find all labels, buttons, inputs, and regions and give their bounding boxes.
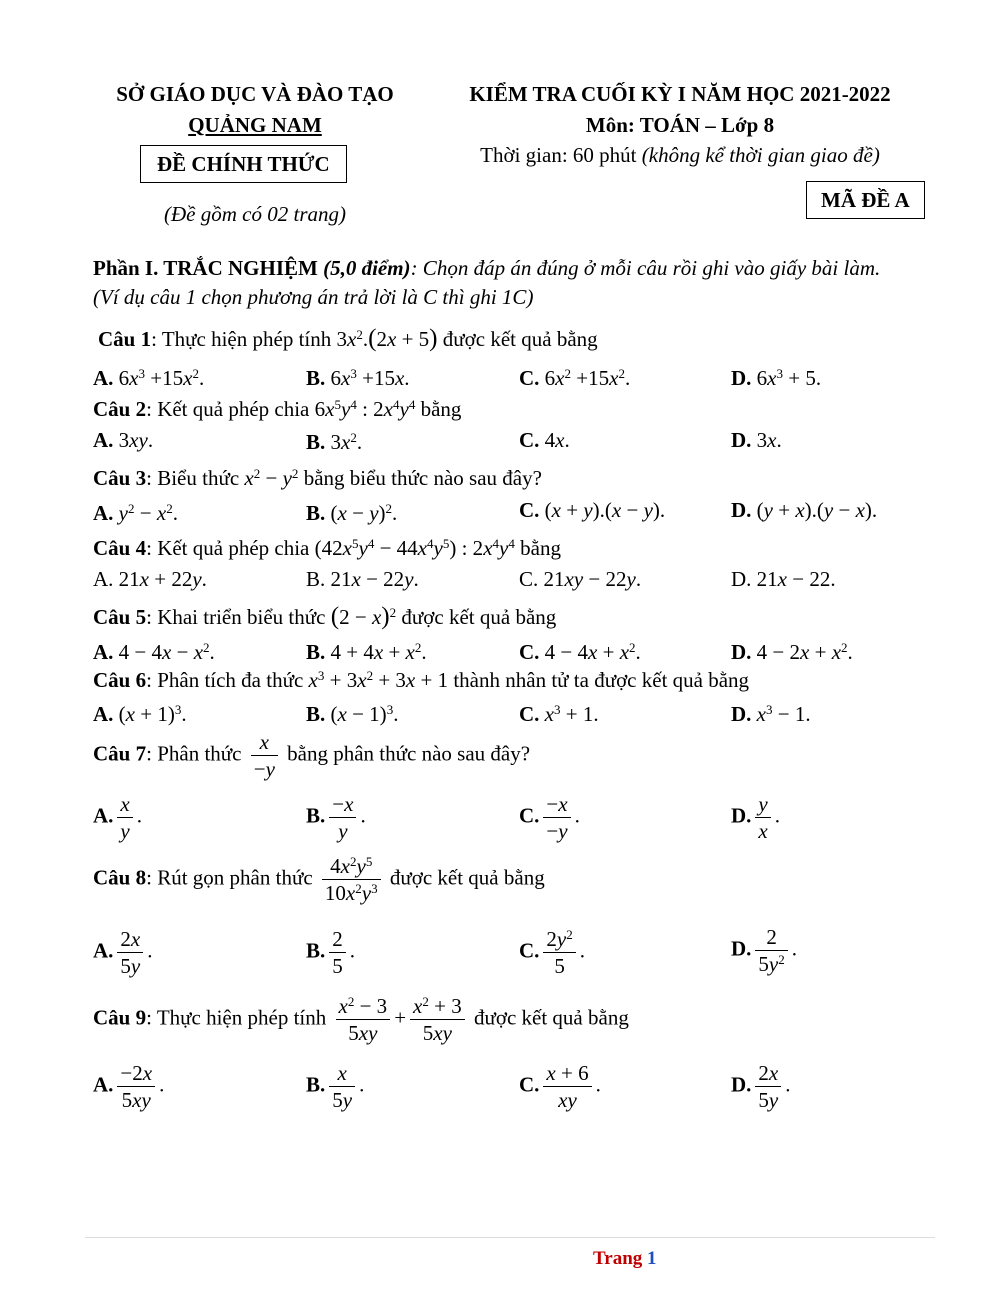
math-expression: $3x^2.(2x + 5)$ [336, 325, 438, 352]
math-expression: $(42x^5y^4 - 44x^4y^5)$ : $2x^4y^4$ [314, 535, 515, 560]
option-1a[interactable]: A. $6x^3 +15x^2$. [93, 365, 205, 390]
fraction: $\frac{4x^2y^5}{10x^2y^3}$ [322, 853, 381, 907]
question-9: Câu 9: Thực hiện phép tính $\frac{x^2 - 3}{5xy}$ + $\frac{x^2 + 3}{5xy}$ được kết quả bằng [93, 993, 629, 1046]
option-6d[interactable]: D. $x^3 - 1$. [731, 701, 811, 726]
question-text: : Rút gọn phân thức [146, 865, 318, 890]
question-label: Câu 4 [93, 536, 147, 560]
option-3a[interactable]: A. $y^2 - x^2$. [93, 500, 178, 525]
question-label: Câu 7 [93, 741, 147, 766]
section-instruction: : Chọn đáp án đúng ở mỗi câu rồi ghi vào giấy bài làm. [410, 256, 881, 280]
option-8d[interactable]: D. $\frac{2}{5y^2}$ . [731, 925, 798, 977]
option-5a[interactable]: A. $4 - 4x - x^2$. [93, 639, 215, 664]
exam-title: KIỂM TRA CUỐI KỲ I NĂM HỌC 2021-2022 [469, 82, 891, 106]
question-text: : Biểu thức [146, 466, 245, 490]
option-9d[interactable]: D. $\frac{2x}{5y}$ . [731, 1061, 791, 1113]
option-9b[interactable]: B. $\frac{x}{5y}$ . [306, 1061, 365, 1113]
option-7d[interactable]: D. $\frac{y}{x}$ . [731, 792, 780, 844]
page-num: 1 [647, 1248, 657, 1269]
section-points: (5,0 điểm) [323, 256, 411, 280]
section-example: (Ví dụ câu 1 chọn phương án trả lời là C thì ghi 1C) [93, 285, 534, 309]
question-label: Câu 1 [98, 327, 152, 351]
pages-note: (Đề gồm có 02 trang) [164, 202, 346, 226]
question-text: : Thực hiện phép tính [146, 1005, 332, 1030]
time-note: (không kể thời gian giao đề) [641, 143, 880, 167]
question-label: Câu 2 [93, 397, 147, 421]
question-text: : Kết quả phép chia [146, 397, 315, 421]
option-2a[interactable]: A. 3xy. [93, 428, 154, 452]
time-plain: Thời gian: 60 phút [480, 143, 642, 167]
question-label: Câu 5 [93, 605, 147, 629]
fraction: $\frac{x^2 - 3}{5xy}$ [336, 993, 391, 1047]
option-4d[interactable]: D. 21x − 22. [731, 567, 836, 591]
option-2d[interactable]: D. 3x. [731, 428, 782, 452]
province-name: QUẢNG NAM [188, 113, 322, 137]
question-5 [93, 603, 556, 631]
question-label: Câu 6 [93, 668, 147, 692]
option-5c[interactable]: C. $4 - 4x + x^2$. [519, 639, 641, 664]
question-text: : Phân tích đa thức [146, 668, 309, 692]
question-label: Câu 8 [93, 865, 147, 890]
section-heading [93, 256, 880, 281]
fraction: $\frac{x}{-y}$ [251, 729, 278, 783]
question-text: được kết quả bằng [468, 1005, 629, 1030]
subject-line: Môn: TOÁN – Lớp 8 [585, 113, 775, 137]
option-6a[interactable]: A. $(x + 1)^3$. [93, 701, 187, 726]
question-1 [98, 325, 598, 353]
question-label: Câu 3 [93, 466, 147, 490]
option-4c[interactable]: C. 21xy − 22y. [519, 567, 642, 591]
option-5b[interactable]: B. $4 + 4x + x^2$. [306, 639, 427, 664]
option-7c[interactable]: C. $\frac{-x}{-y}$ . [519, 792, 580, 844]
question-text: thành nhân tử ta được kết quả bằng [448, 668, 750, 692]
footer-divider [85, 1237, 935, 1238]
question-text: : Kết quả phép chia [146, 536, 315, 560]
official-exam-box: ĐỀ CHÍNH THỨC [140, 145, 347, 183]
section-title: Phần I. TRẮC NGHIỆM [93, 256, 324, 280]
question-text: : Thực hiện phép tính [151, 327, 337, 351]
question-text: được kết quả bằng [396, 605, 557, 629]
question-text: bằng [514, 536, 561, 560]
option-3b[interactable]: B. $(x - y)^2$. [306, 500, 398, 525]
option-4a[interactable]: A. 21x + 22y. [93, 567, 207, 591]
question-text: : Phân thức [146, 741, 247, 766]
question-text: được kết quả bằng [384, 865, 545, 890]
option-8a[interactable]: A. $\frac{2x}{5y}$ . [93, 927, 153, 979]
option-3d[interactable]: D. (y + x).(y − x). [731, 498, 878, 522]
option-3c[interactable]: C. (x + y).(x − y). [519, 498, 666, 522]
option-2b[interactable]: B. $3x^2$. [306, 429, 363, 454]
option-2c[interactable]: C. 4x. [519, 428, 570, 452]
option-8c[interactable]: C. $\frac{2y^2}{5}$ . [519, 926, 586, 979]
question-6 [93, 668, 749, 693]
question-4 [93, 536, 561, 561]
option-1d[interactable]: D. $6x^3 + 5$. [731, 365, 822, 390]
option-1c[interactable]: C. $6x^2 +15x^2$. [519, 365, 631, 390]
math-expression: $x^3 + 3x^2 + 3x + 1$ [308, 667, 449, 692]
time-line [440, 143, 920, 168]
option-7a[interactable]: A. $\frac{x}{y}$ . [93, 792, 142, 844]
option-7b[interactable]: B. $\frac{-x}{y}$ . [306, 792, 366, 844]
question-text: bằng phân thức nào sau đây? [281, 741, 531, 766]
math-expression: $(2 - x)^2$ [330, 603, 397, 630]
option-6b[interactable]: B. $(x - 1)^3$. [306, 701, 399, 726]
page-number [593, 1248, 657, 1270]
question-text: bằng biểu thức nào sau đây? [298, 466, 542, 490]
question-3 [93, 466, 542, 491]
option-5d[interactable]: D. $4 - 2x + x^2$. [731, 639, 853, 664]
option-9c[interactable]: C. $\frac{x + 6}{xy}$ . [519, 1061, 601, 1113]
exam-code-box: MÃ ĐỀ A [806, 181, 925, 219]
option-1b[interactable]: B. $6x^3 +15x$. [306, 365, 410, 390]
question-text: : Khai triển biểu thức [146, 605, 331, 629]
math-expression: $x^2 - y^2$ [244, 465, 299, 490]
math-expression: $6x^5y^4$ : $2x^4y^4$ [314, 396, 416, 421]
option-6c[interactable]: C. $x^3 + 1$. [519, 701, 599, 726]
question-7 [93, 729, 530, 783]
department-name: SỞ GIÁO DỤC VÀ ĐÀO TẠO [116, 82, 394, 106]
question-label: Câu 9 [93, 1005, 147, 1030]
question-text: được kết quả bằng [437, 327, 598, 351]
option-9a[interactable]: A. $\frac{-2x}{5xy}$ . [93, 1061, 165, 1113]
question-8 [93, 853, 545, 907]
option-8b[interactable]: B. $\frac{2}{5}$ . [306, 927, 356, 979]
question-2 [93, 397, 461, 422]
page-word: Trang [593, 1248, 643, 1269]
question-text: bằng [415, 397, 462, 421]
option-4b[interactable]: B. 21x − 22y. [306, 567, 419, 591]
fraction: $\frac{x^2 + 3}{5xy}$ [410, 993, 465, 1047]
